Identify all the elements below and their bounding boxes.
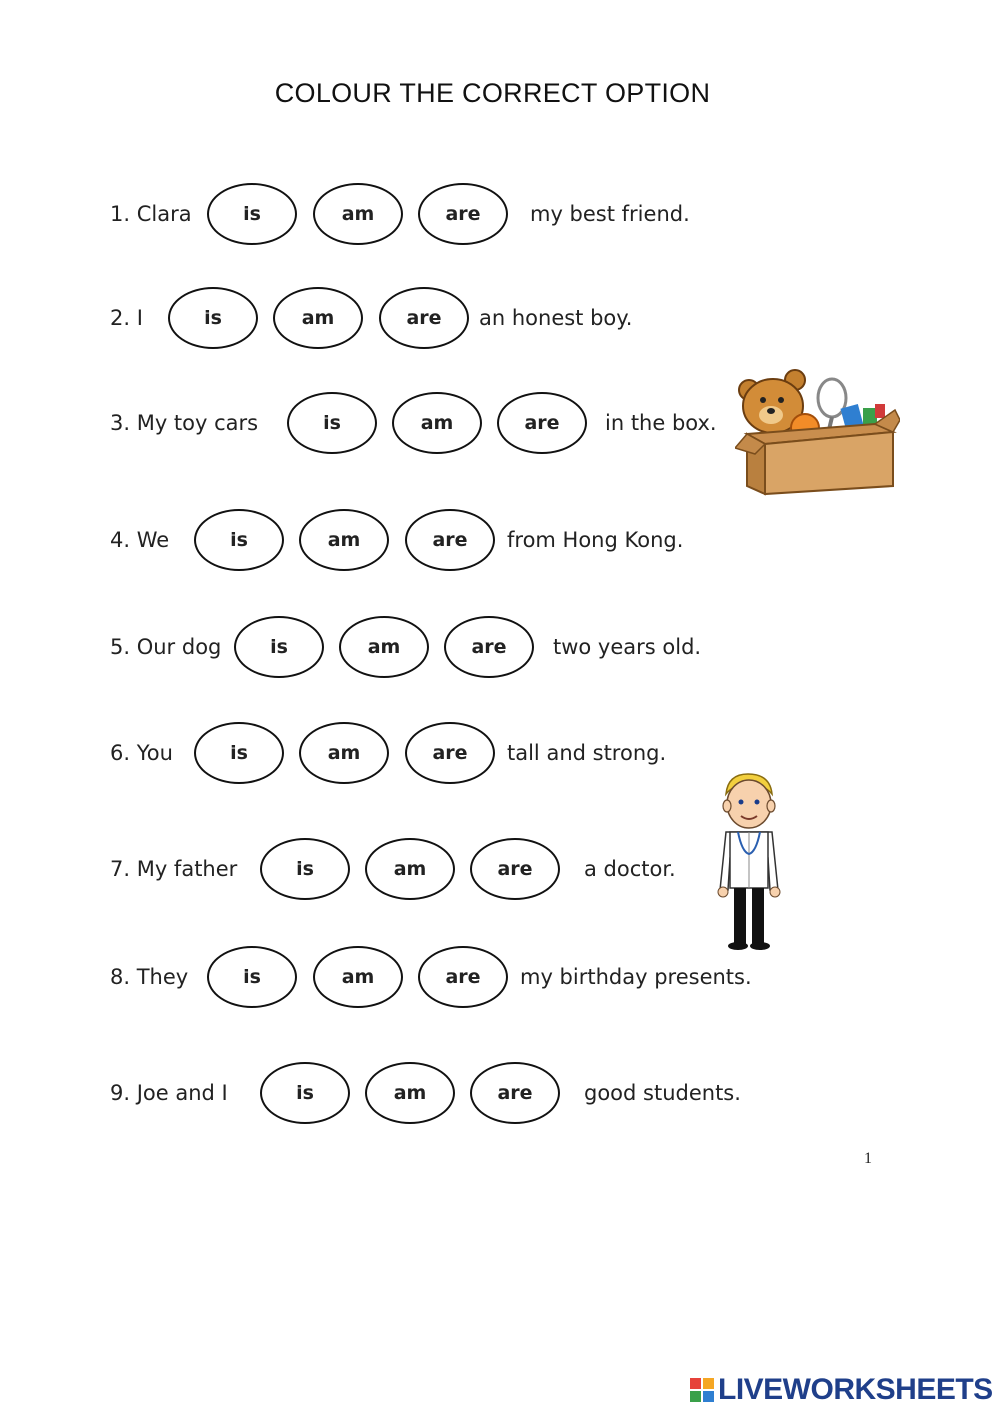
option-are-bubble[interactable]: are bbox=[444, 616, 534, 678]
question-prefix: 6. You bbox=[110, 741, 173, 765]
option-is-bubble[interactable]: is bbox=[194, 509, 284, 571]
option-am-bubble[interactable]: am bbox=[313, 946, 403, 1008]
question-prefix: 5. Our dog bbox=[110, 635, 222, 659]
question-row bbox=[0, 287, 999, 357]
option-are-bubble[interactable]: are bbox=[405, 722, 495, 784]
doctor-illustration bbox=[712, 772, 784, 950]
question-suffix: good students. bbox=[584, 1081, 741, 1105]
option-am-bubble[interactable]: am bbox=[299, 722, 389, 784]
question-suffix: from Hong Kong. bbox=[507, 528, 684, 552]
question-prefix: 9. Joe and I bbox=[110, 1081, 228, 1105]
question-row bbox=[0, 616, 999, 686]
option-am-bubble[interactable]: am bbox=[273, 287, 363, 349]
toy-box-illustration bbox=[735, 368, 900, 500]
question-prefix: 1. Clara bbox=[110, 202, 192, 226]
question-suffix: in the box. bbox=[605, 411, 717, 435]
question-prefix: 4. We bbox=[110, 528, 170, 552]
option-is-bubble[interactable]: is bbox=[168, 287, 258, 349]
option-am-bubble[interactable]: am bbox=[313, 183, 403, 245]
brand-name: LIVEWORKSHEETS bbox=[718, 1373, 993, 1406]
option-am-bubble[interactable]: am bbox=[339, 616, 429, 678]
option-am-bubble[interactable]: am bbox=[392, 392, 482, 454]
question-suffix: a doctor. bbox=[584, 857, 676, 881]
option-are-bubble[interactable]: are bbox=[379, 287, 469, 349]
question-prefix: 7. My father bbox=[110, 857, 238, 881]
option-are-bubble[interactable]: are bbox=[497, 392, 587, 454]
question-prefix: 3. My toy cars bbox=[110, 411, 259, 435]
brand-logo bbox=[690, 1372, 993, 1408]
option-am-bubble[interactable]: am bbox=[299, 509, 389, 571]
question-prefix: 2. I bbox=[110, 306, 143, 330]
option-is-bubble[interactable]: is bbox=[207, 183, 297, 245]
question-suffix: an honest boy. bbox=[479, 306, 633, 330]
question-row bbox=[0, 946, 999, 1016]
question-suffix: two years old. bbox=[553, 635, 702, 659]
option-is-bubble[interactable]: is bbox=[260, 1062, 350, 1124]
question-row bbox=[0, 722, 999, 792]
option-are-bubble[interactable]: are bbox=[418, 946, 508, 1008]
option-are-bubble[interactable]: are bbox=[418, 183, 508, 245]
question-row bbox=[0, 509, 999, 579]
option-are-bubble[interactable]: are bbox=[470, 1062, 560, 1124]
option-are-bubble[interactable]: are bbox=[405, 509, 495, 571]
liveworksheets-logo-icon bbox=[690, 1378, 714, 1402]
option-am-bubble[interactable]: am bbox=[365, 838, 455, 900]
question-row bbox=[0, 1062, 999, 1132]
question-row bbox=[0, 838, 999, 908]
option-is-bubble[interactable]: is bbox=[194, 722, 284, 784]
option-am-bubble[interactable]: am bbox=[365, 1062, 455, 1124]
option-is-bubble[interactable]: is bbox=[234, 616, 324, 678]
option-is-bubble[interactable]: is bbox=[287, 392, 377, 454]
question-suffix: my best friend. bbox=[530, 202, 690, 226]
worksheet-title: COLOUR THE CORRECT OPTION bbox=[274, 78, 711, 108]
question-row bbox=[0, 183, 999, 253]
page-number: 1 bbox=[864, 1150, 872, 1167]
option-are-bubble[interactable]: are bbox=[470, 838, 560, 900]
question-suffix: tall and strong. bbox=[507, 741, 667, 765]
option-is-bubble[interactable]: is bbox=[260, 838, 350, 900]
option-is-bubble[interactable]: is bbox=[207, 946, 297, 1008]
question-prefix: 8. They bbox=[110, 965, 189, 989]
question-suffix: my birthday presents. bbox=[520, 965, 752, 989]
